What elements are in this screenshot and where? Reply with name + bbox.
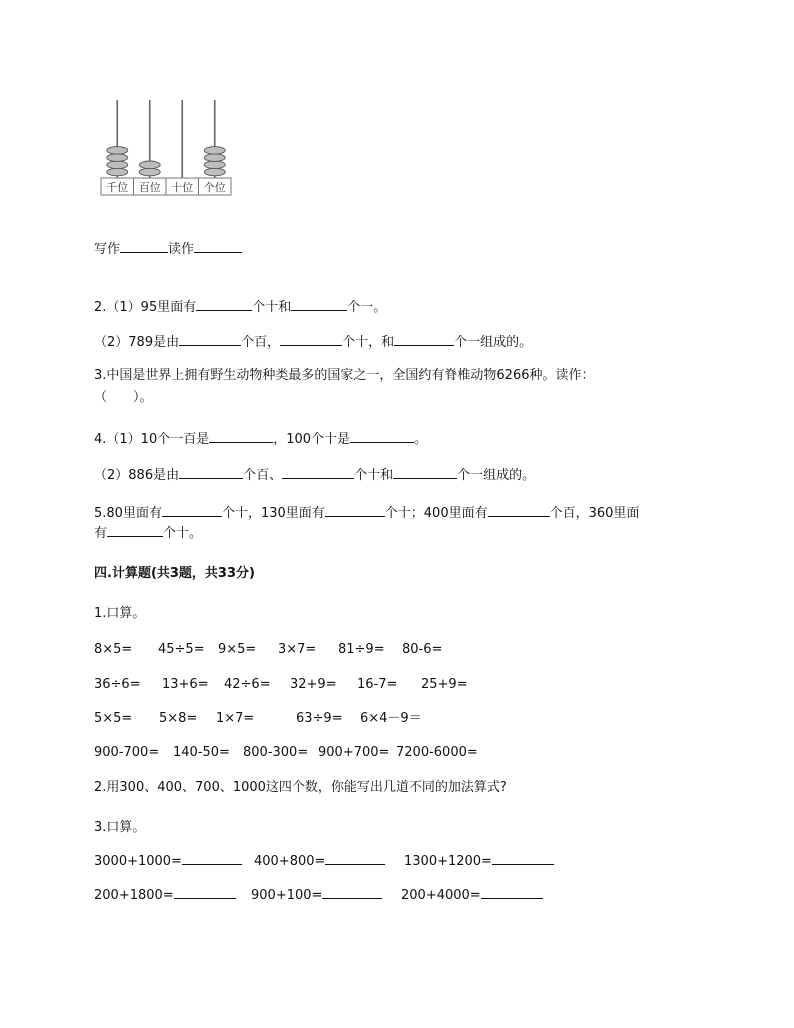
- calc-1-item: 6×4－9＝: [360, 711, 422, 726]
- calc-3-item: [94, 886, 236, 904]
- abacus-bead: [204, 161, 225, 169]
- calc-3-answer-blank[interactable]: [481, 886, 543, 899]
- question-2a-line: [94, 298, 386, 316]
- calc-3-expression: 1300+1200=: [404, 854, 492, 869]
- calc-3-item: [251, 886, 382, 904]
- calc-3-expression: 900+100=: [251, 888, 323, 903]
- q4a-blank-1[interactable]: [209, 430, 273, 443]
- calc-3-answer-blank[interactable]: [182, 852, 242, 865]
- calc-3-expression: 200+4000=: [401, 888, 481, 903]
- q5-blank-1[interactable]: [162, 504, 222, 517]
- abacus-bead: [107, 147, 128, 155]
- q4a-text-1: 4.（1）10个一百是: [94, 432, 210, 447]
- q4b-text-4: 个一组成的。: [457, 468, 536, 483]
- q2b-ones-blank[interactable]: [394, 333, 454, 346]
- write-answer-blank[interactable]: [120, 240, 168, 253]
- calc-1-item: 140-50=: [173, 745, 230, 760]
- calc-2-text: 2.用300、400、700、1000这四个数，你能写出几道不同的加法算式?: [94, 780, 507, 795]
- q4a-blank-2[interactable]: [350, 430, 414, 443]
- question-3-line-2: （ ）。: [94, 390, 153, 405]
- q2a-text-2: 个十和: [252, 300, 292, 315]
- calc-3-expression: 400+800=: [254, 854, 326, 869]
- abacus-bead: [107, 161, 128, 169]
- abacus-place-label: 百位: [138, 181, 161, 194]
- q2a-text-3: 个一。: [347, 300, 387, 315]
- calc-3-item: [254, 852, 385, 870]
- abacus-bead: [139, 161, 160, 169]
- q2a-text-1: 2.（1）95里面有: [94, 300, 197, 315]
- calc-3-answer-blank[interactable]: [174, 886, 236, 899]
- calc-1-item: 16-7=: [357, 677, 398, 692]
- calc-1-item: 8×5=: [94, 642, 133, 657]
- calc-3-answer-blank[interactable]: [322, 886, 382, 899]
- q4b-text-2: 个百、: [243, 468, 283, 483]
- abacus-place-label: 千位: [106, 181, 129, 194]
- q4a-text-2: ，100个十是: [273, 432, 351, 447]
- question-2b-line: [94, 333, 532, 351]
- calc-3-item: [401, 886, 543, 904]
- q5-blank-2[interactable]: [325, 504, 385, 517]
- q4a-text-3: 。: [414, 432, 428, 447]
- calc-1-item: 3×7=: [278, 642, 317, 657]
- q2a-ones-blank[interactable]: [291, 298, 347, 311]
- q2b-hundreds-blank[interactable]: [179, 333, 241, 346]
- calc-1-item: 9×5=: [218, 642, 257, 657]
- read-answer-blank[interactable]: [194, 240, 242, 253]
- q2b-tens-blank[interactable]: [280, 333, 342, 346]
- q5-text-3: 个十；400里面有: [384, 506, 488, 521]
- calc-1-item: 36÷6=: [94, 677, 141, 692]
- calc-3-expression: 3000+1000=: [94, 854, 182, 869]
- q5-text-4: 个百，360里面: [549, 506, 640, 521]
- q5-text-2: 个十，130里面有: [221, 506, 325, 521]
- q5-blank-3[interactable]: [488, 504, 550, 517]
- q2b-text-4: 个一组成的。: [454, 335, 533, 350]
- abacus-bead: [107, 168, 128, 176]
- calc-3-answer-blank[interactable]: [492, 852, 554, 865]
- q4b-hundreds-blank[interactable]: [179, 466, 243, 479]
- read-label: 读作: [168, 242, 195, 257]
- q2b-text-3: 个十，和: [342, 335, 395, 350]
- calc-1-title: 1.口算。: [94, 606, 146, 621]
- abacus-bead: [204, 147, 225, 155]
- calc-1-item: 63÷9=: [296, 711, 343, 726]
- calc-1-item: 5×8=: [159, 711, 198, 726]
- calc-1-item: 45÷5=: [158, 642, 205, 657]
- calc-3-item: [94, 852, 242, 870]
- abacus-bead: [107, 154, 128, 162]
- calc-1-item: 80-6=: [402, 642, 443, 657]
- q4b-tens-blank[interactable]: [282, 466, 354, 479]
- question-3-line-1: 3.中国是世界上拥有野生动物种类最多的国家之一，全国约有脊椎动物6266种。读作：: [94, 368, 595, 383]
- calc-1-item: 900-700=: [94, 745, 160, 760]
- abacus-place-label: 十位: [171, 181, 194, 194]
- q5-text-5: 有: [94, 526, 108, 541]
- calc-1-item: 25+9=: [421, 677, 468, 692]
- question-4a-line: [94, 430, 427, 448]
- question-4b-line: [94, 466, 535, 484]
- calc-1-item: 800-300=: [243, 745, 309, 760]
- calc-1-item: 32+9=: [290, 677, 337, 692]
- q2b-text-1: （2）789是由: [94, 335, 180, 350]
- q2b-text-2: 个百，: [241, 335, 281, 350]
- calc-1-item: 42÷6=: [224, 677, 271, 692]
- calc-1-item: 13+6=: [162, 677, 209, 692]
- question-5-line-2: [94, 524, 202, 542]
- q5-text-1: 5.80里面有: [94, 506, 162, 521]
- calc-1-item: 900+700=: [318, 745, 390, 760]
- q5-text-6: 个十。: [163, 526, 203, 541]
- calc-3-expression: 200+1800=: [94, 888, 174, 903]
- abacus-illustration: [100, 98, 234, 198]
- q5-blank-4[interactable]: [107, 524, 163, 537]
- calc-1-item: 5×5=: [94, 711, 133, 726]
- question-1-line: [94, 240, 242, 258]
- calc-3-answer-blank[interactable]: [325, 852, 385, 865]
- q4b-ones-blank[interactable]: [393, 466, 457, 479]
- calc-1-item: 1×7=: [216, 711, 255, 726]
- section-4-heading: 四.计算题(共3题，共33分): [94, 566, 255, 581]
- q2a-tens-blank[interactable]: [196, 298, 252, 311]
- question-5-line-1: [94, 504, 639, 522]
- q4b-text-3: 个十和: [354, 468, 394, 483]
- calc-3-title: 3.口算。: [94, 820, 146, 835]
- calc-1-item: 7200-6000=: [396, 745, 478, 760]
- abacus-place-label: 个位: [203, 181, 226, 194]
- q4b-text-1: （2）886是由: [94, 468, 180, 483]
- abacus-bead: [204, 154, 225, 162]
- write-label: 写作: [94, 242, 121, 257]
- calc-1-item: 81÷9=: [338, 642, 385, 657]
- abacus-bead: [204, 168, 225, 176]
- abacus-bead: [139, 168, 160, 176]
- calc-3-item: [404, 852, 554, 870]
